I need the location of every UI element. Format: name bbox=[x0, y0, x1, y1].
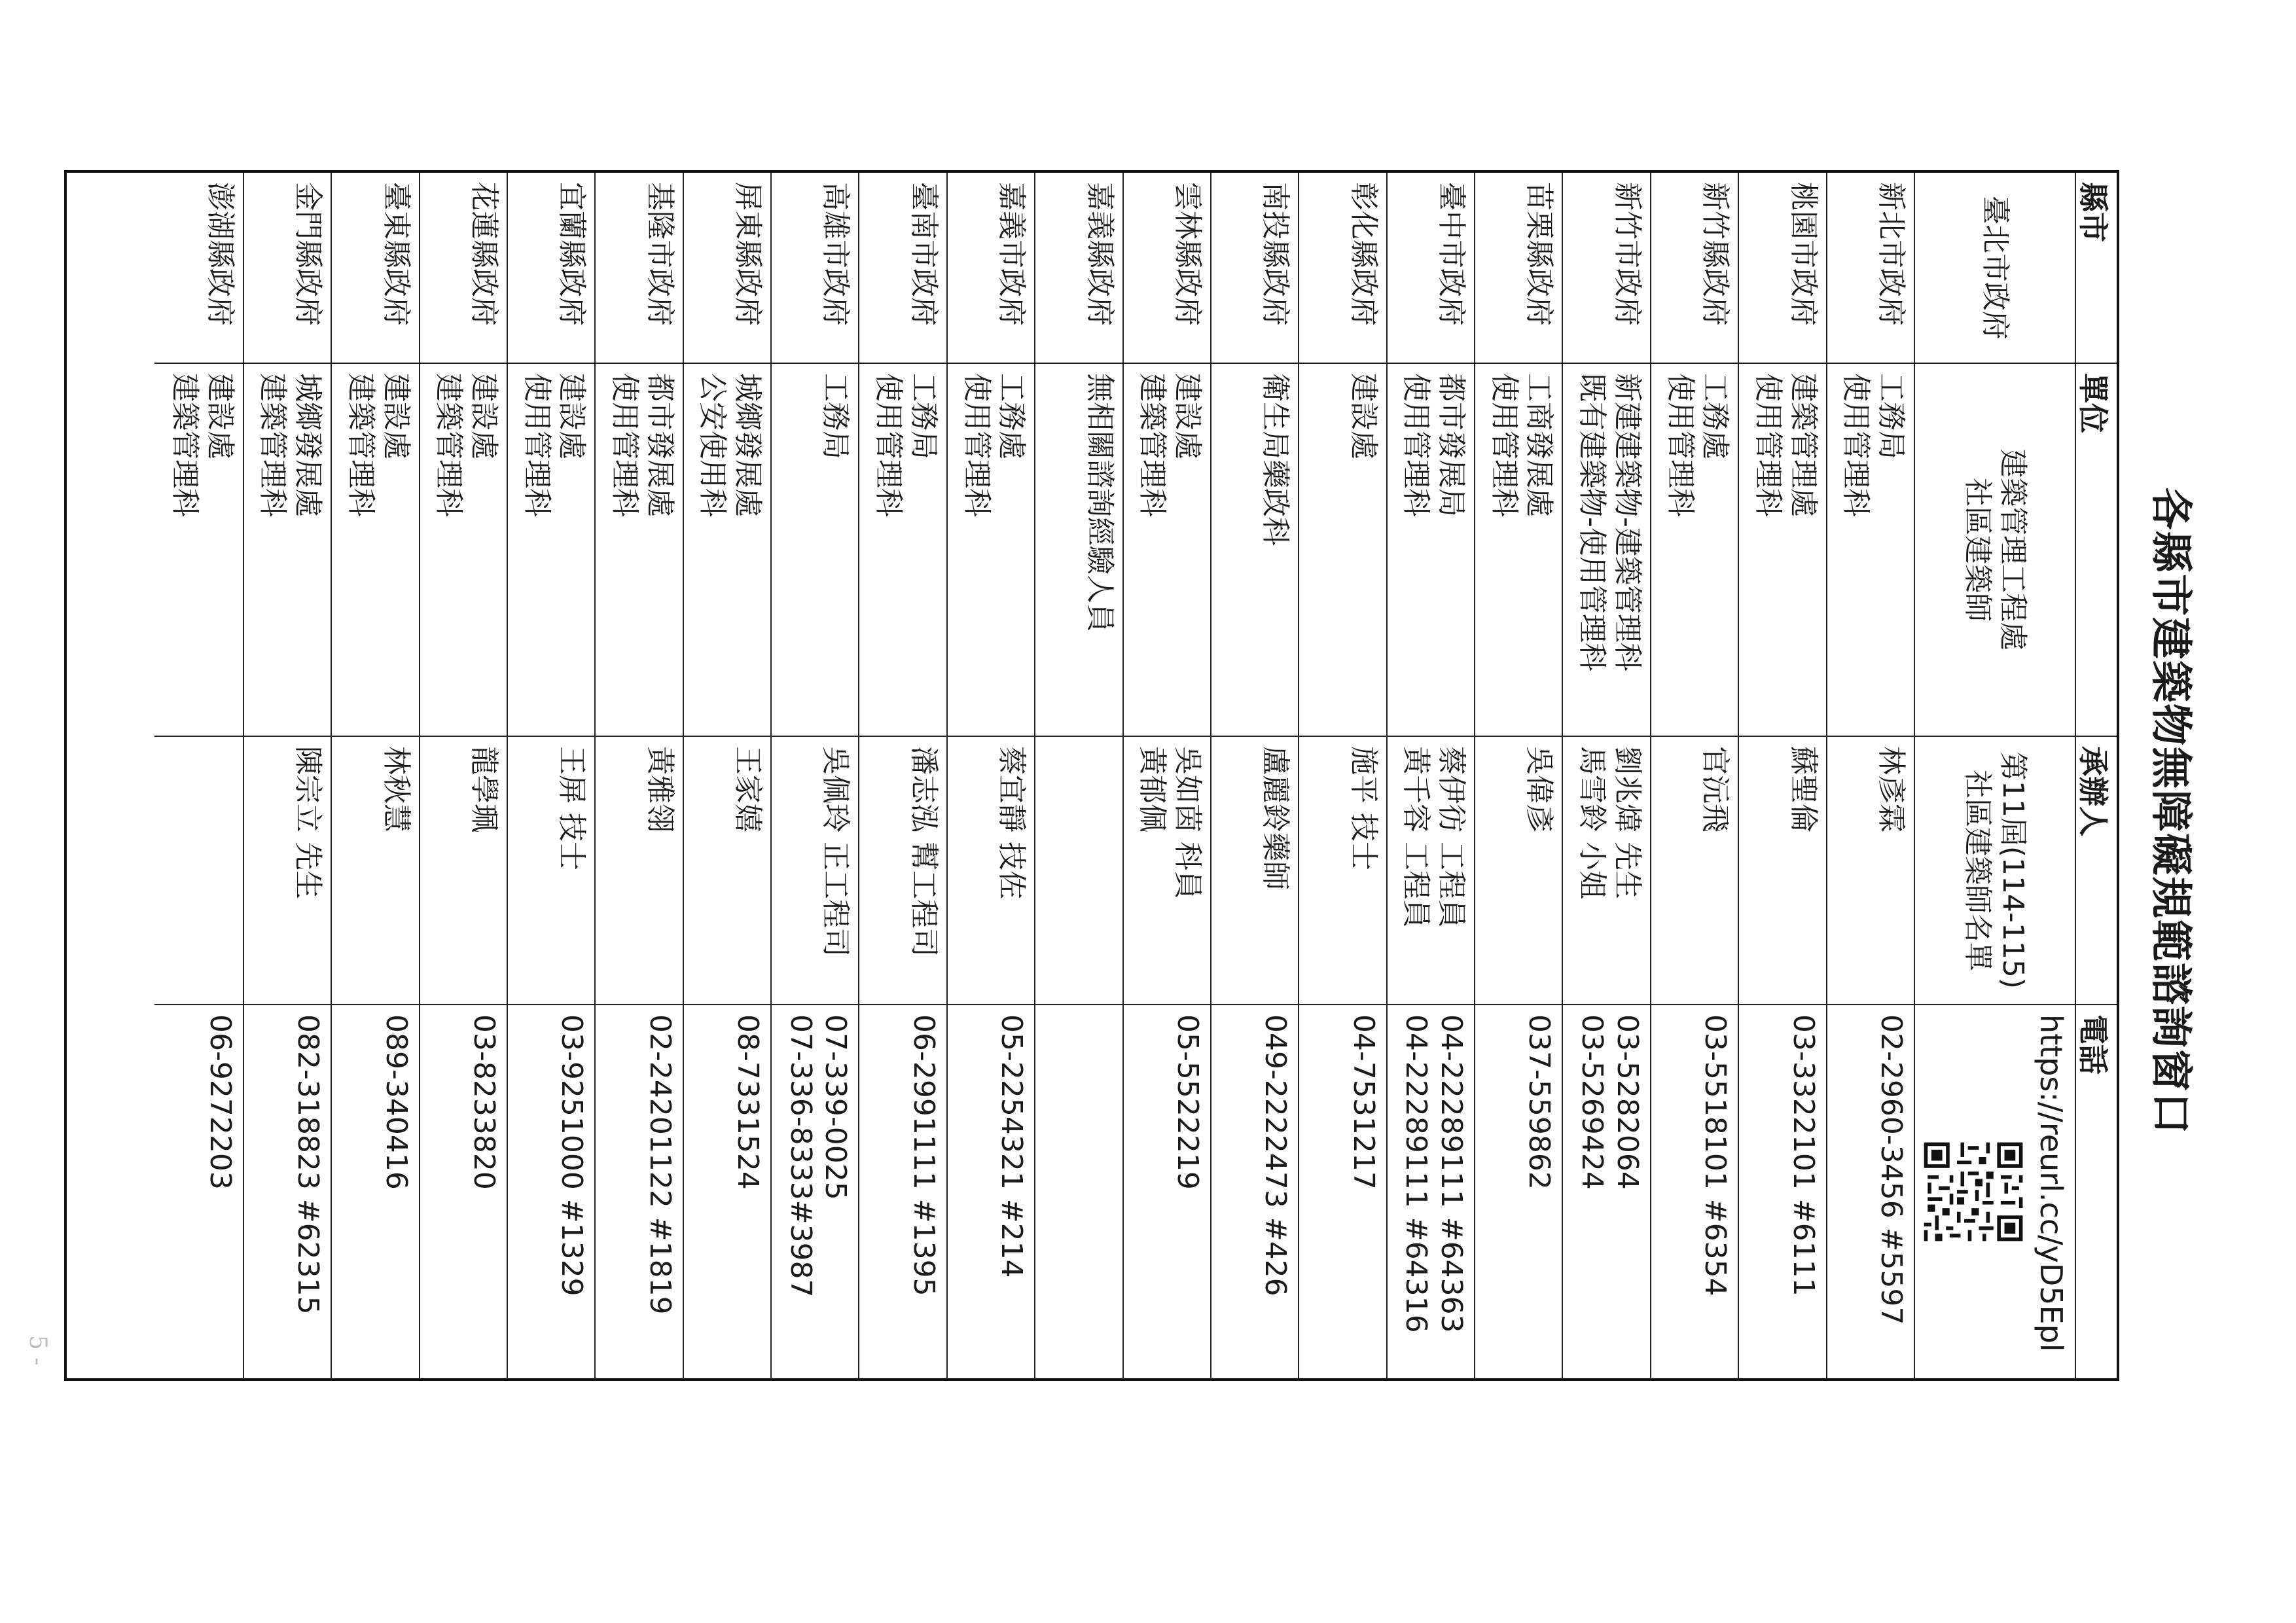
table-cell-contact bbox=[946, 737, 1034, 1005]
table-cell-county bbox=[946, 173, 1034, 364]
county-name: 高雄市政府 bbox=[819, 182, 853, 326]
unit-line: 城鄉發展處 bbox=[291, 373, 325, 517]
county-name: 雲林縣政府 bbox=[1170, 182, 1204, 326]
unit-line: 建設處 bbox=[1170, 373, 1204, 459]
table-cell-county bbox=[1474, 173, 1562, 364]
unit-line: 工商發展處 bbox=[1522, 373, 1556, 517]
table-cell-unit bbox=[594, 364, 682, 737]
table-cell-unit bbox=[331, 364, 418, 737]
county-name: 桃園市政府 bbox=[1786, 182, 1820, 326]
table-cell-contact bbox=[1562, 737, 1649, 1005]
unit-line: 使用管理科 bbox=[608, 373, 641, 517]
unit-line: 建築管理科 bbox=[168, 373, 202, 517]
table-cell-county bbox=[1210, 173, 1298, 364]
table-cell-phone bbox=[770, 1005, 858, 1378]
table-cell-contact bbox=[1914, 737, 2075, 1005]
table-cell-contact bbox=[770, 737, 858, 1005]
table-cell-phone bbox=[1474, 1005, 1562, 1378]
table-cell-unit bbox=[1738, 364, 1825, 737]
contact-line: 馬雪鈴 小姐 bbox=[1575, 746, 1609, 899]
table-cell-contact bbox=[419, 737, 507, 1005]
contact-line: 官沅飛 bbox=[1698, 746, 1732, 832]
contact-line: 盧麗鈴藥師 bbox=[1259, 746, 1293, 890]
scan-mark: 5 - bbox=[24, 1335, 51, 1366]
county-name: 花蓮縣政府 bbox=[467, 182, 501, 326]
unit-line: 工務局 bbox=[1874, 373, 1908, 459]
table-cell-contact bbox=[1826, 737, 1914, 1005]
unit-line: 公安使用科 bbox=[696, 373, 730, 517]
unit-line: 建築管理科 bbox=[256, 373, 290, 517]
table-cell-county bbox=[1650, 173, 1738, 364]
table-cell-county bbox=[331, 173, 418, 364]
table-cell-phone bbox=[1298, 1005, 1386, 1378]
table-cell-unit bbox=[683, 364, 770, 737]
phone-line: 03-5282064 bbox=[1610, 1014, 1644, 1190]
table-cell-unit bbox=[1914, 364, 2075, 737]
county-name: 臺東縣政府 bbox=[379, 182, 413, 326]
table-cell-contact bbox=[1210, 737, 1298, 1005]
table-cell-phone bbox=[1562, 1005, 1649, 1378]
table-cell-county bbox=[770, 173, 858, 364]
table-cell-phone bbox=[154, 1005, 242, 1378]
contact-line: 吳如茵 科員 bbox=[1170, 746, 1204, 899]
table-cell-unit bbox=[1034, 364, 1122, 737]
phone-line: 08-7331524 bbox=[731, 1014, 765, 1190]
table-cell-unit bbox=[419, 364, 507, 737]
table-cell-county bbox=[1914, 173, 2075, 364]
header-contact: 承辦人 bbox=[2075, 737, 2117, 1005]
table-cell-phone bbox=[1914, 1005, 2075, 1378]
table-cell-phone bbox=[946, 1005, 1034, 1378]
unit-line: 建築管理科 bbox=[1136, 373, 1170, 517]
contact-line: 蔡伊彷 工程員 bbox=[1435, 746, 1469, 928]
phone-line: 03-5269424 bbox=[1575, 1014, 1609, 1190]
county-name: 新北市政府 bbox=[1874, 182, 1908, 326]
table-cell-unit bbox=[858, 364, 946, 737]
county-name: 嘉義市政府 bbox=[995, 182, 1029, 326]
county-name: 宜蘭縣政府 bbox=[555, 182, 589, 326]
table-cell-contact bbox=[1386, 737, 1474, 1005]
unit-line: 建設處 bbox=[555, 373, 589, 459]
table-cell-contact bbox=[507, 737, 594, 1005]
table-cell-unit bbox=[770, 364, 858, 737]
county-name: 苗栗縣政府 bbox=[1522, 182, 1556, 326]
contact-line: 蔡宜靜 技佐 bbox=[995, 746, 1029, 899]
unit-line: 使用管理科 bbox=[1751, 373, 1785, 517]
contact-line: 潘志泓 幫工程司 bbox=[906, 746, 941, 957]
unit-line: 都市發展局 bbox=[1435, 373, 1469, 517]
table-cell-phone bbox=[331, 1005, 418, 1378]
header-county: 縣市 bbox=[2075, 173, 2117, 364]
unit-line: 無相關諮詢經驗人員 bbox=[1083, 373, 1117, 632]
table-cell-phone bbox=[419, 1005, 507, 1378]
header-phone: 電話 bbox=[2075, 1005, 2117, 1378]
table-cell-contact bbox=[243, 737, 331, 1005]
table-cell-county bbox=[1386, 173, 1474, 364]
table-cell-unit bbox=[243, 364, 331, 737]
phone-line: 02-2960-3456 #5597 bbox=[1874, 1014, 1908, 1325]
contact-line: 黃郁佩 bbox=[1136, 746, 1170, 832]
header-unit: 單位 bbox=[2075, 364, 2117, 737]
table-cell-unit bbox=[1826, 364, 1914, 737]
table-cell-phone bbox=[507, 1005, 594, 1378]
table-cell-phone bbox=[1650, 1005, 1738, 1378]
table-cell-contact bbox=[1298, 737, 1386, 1005]
unit-line: 工務處 bbox=[995, 373, 1029, 459]
county-name: 屏東縣政府 bbox=[731, 182, 765, 326]
contact-table bbox=[64, 170, 2119, 1381]
phone-line: 05-5522219 bbox=[1170, 1014, 1204, 1190]
phone-line: 03-5518101 #6354 bbox=[1698, 1014, 1732, 1296]
unit-line: 都市發展處 bbox=[643, 373, 677, 517]
county-name: 彰化縣政府 bbox=[1346, 182, 1380, 326]
phone-line: 05-2254321 #214 bbox=[995, 1014, 1029, 1278]
phone-line: 082-318823 #62315 bbox=[291, 1014, 325, 1315]
contact-line: 林彥霖 bbox=[1874, 746, 1908, 832]
phone-line: 07-336-8333#3987 bbox=[783, 1014, 817, 1298]
phone-line: 03-9251000 #1329 bbox=[555, 1014, 589, 1296]
table-cell-contact bbox=[1034, 737, 1122, 1005]
table-cell-contact bbox=[858, 737, 946, 1005]
table-cell-county bbox=[154, 173, 242, 364]
table-cell-phone bbox=[858, 1005, 946, 1378]
contact-line: 黃雅翎 bbox=[643, 746, 677, 832]
unit-line: 使用管理科 bbox=[520, 373, 554, 517]
qr-code-icon bbox=[1920, 1120, 2026, 1264]
page-title: 各縣市建築物無障礙規範諮詢窗口 bbox=[2146, 488, 2195, 1135]
contact-line: 社區建築師名單 bbox=[1961, 770, 1994, 971]
unit-line: 社區建築師 bbox=[1961, 478, 1994, 622]
roster-link[interactable]: https://reurl.cc/yD5Epl bbox=[2034, 1014, 2069, 1352]
phone-line: 04-22289111 #64363 bbox=[1435, 1014, 1469, 1333]
contact-line: 吳佩玲 正工程司 bbox=[819, 746, 853, 957]
contact-line: 陳宗立 先生 bbox=[291, 746, 325, 899]
table-cell-phone bbox=[594, 1005, 682, 1378]
table-cell-contact bbox=[1122, 737, 1210, 1005]
unit-line: 既有建築物-使用管理科 bbox=[1575, 373, 1609, 671]
table-cell-county bbox=[1738, 173, 1825, 364]
unit-line: 建設處 bbox=[379, 373, 413, 459]
table-cell-county bbox=[858, 173, 946, 364]
table-cell-phone bbox=[1034, 1005, 1122, 1378]
unit-line: 使用管理科 bbox=[960, 373, 994, 517]
contact-line: 劉兆煒 先生 bbox=[1610, 746, 1644, 899]
table-cell-county bbox=[1562, 173, 1649, 364]
table-cell-contact bbox=[594, 737, 682, 1005]
table-cell-unit bbox=[1210, 364, 1298, 737]
county-name: 南投縣政府 bbox=[1259, 182, 1293, 326]
phone-line: 06-9272203 bbox=[203, 1014, 237, 1190]
table-cell-unit bbox=[1562, 364, 1649, 737]
table-cell-contact bbox=[1738, 737, 1825, 1005]
table-cell-unit bbox=[946, 364, 1034, 737]
unit-line: 工務局 bbox=[819, 373, 853, 459]
unit-line: 工務處 bbox=[1698, 373, 1732, 459]
table-cell-contact bbox=[1650, 737, 1738, 1005]
phone-line: 03-8233820 bbox=[467, 1014, 501, 1190]
phone-line: 089-340416 bbox=[379, 1014, 413, 1190]
table-cell-unit bbox=[1474, 364, 1562, 737]
unit-line: 建設處 bbox=[203, 373, 237, 459]
table-cell-phone bbox=[1386, 1005, 1474, 1378]
unit-line: 建築管理科 bbox=[344, 373, 378, 517]
table-cell-county bbox=[243, 173, 331, 364]
unit-line: 使用管理科 bbox=[1487, 373, 1521, 517]
county-name: 基隆市政府 bbox=[643, 182, 677, 326]
contact-line: 黃千容 工程員 bbox=[1399, 746, 1433, 928]
table-cell-county bbox=[507, 173, 594, 364]
unit-line: 新建建築物-建築管理科 bbox=[1610, 373, 1644, 671]
phone-line: 03-3322101 #6111 bbox=[1786, 1014, 1820, 1296]
unit-line: 建設處 bbox=[1346, 373, 1380, 459]
contact-line: 第11屆(114-115) bbox=[1996, 751, 2030, 990]
phone-line: 037-559862 bbox=[1522, 1014, 1556, 1190]
phone-line: 04-7531217 bbox=[1346, 1014, 1380, 1190]
contact-line: 施平 技士 bbox=[1346, 746, 1380, 870]
unit-line: 城鄉發展處 bbox=[731, 373, 765, 517]
table-cell-phone bbox=[1210, 1005, 1298, 1378]
unit-line: 使用管理科 bbox=[872, 373, 906, 517]
table-cell-phone bbox=[1826, 1005, 1914, 1378]
table-cell-county bbox=[683, 173, 770, 364]
contact-line: 林秋慧 bbox=[379, 746, 413, 832]
contact-line: 王屏 技士 bbox=[555, 746, 589, 870]
table-cell-county bbox=[419, 173, 507, 364]
unit-line: 建築管理處 bbox=[1786, 373, 1820, 517]
table-cell-county bbox=[1298, 173, 1386, 364]
county-name: 臺北市政府 bbox=[1978, 196, 2012, 340]
contact-line: 龍學珮 bbox=[467, 746, 501, 832]
table-cell-contact bbox=[154, 737, 242, 1005]
table-cell-county bbox=[594, 173, 682, 364]
contact-line: 吳偉彥 bbox=[1522, 746, 1556, 832]
table-cell-county bbox=[1034, 173, 1122, 364]
county-name: 新竹市政府 bbox=[1610, 182, 1644, 326]
table-cell-phone bbox=[683, 1005, 770, 1378]
table-cell-county bbox=[1122, 173, 1210, 364]
table-cell-unit bbox=[507, 364, 594, 737]
table-cell-phone bbox=[1738, 1005, 1825, 1378]
table-cell-unit bbox=[1386, 364, 1474, 737]
unit-line: 使用管理科 bbox=[1839, 373, 1873, 517]
contact-line: 王家嬉 bbox=[731, 746, 765, 832]
table-cell-unit bbox=[1650, 364, 1738, 737]
unit-line: 建設處 bbox=[467, 373, 501, 459]
contact-line: 蘇聖倫 bbox=[1786, 746, 1820, 832]
unit-line: 使用管理科 bbox=[1663, 373, 1697, 517]
table-cell-unit bbox=[1122, 364, 1210, 737]
table-cell-contact bbox=[683, 737, 770, 1005]
table-cell-contact bbox=[331, 737, 418, 1005]
county-name: 金門縣政府 bbox=[291, 182, 325, 326]
county-name: 澎湖縣政府 bbox=[203, 182, 237, 326]
table-cell-phone bbox=[243, 1005, 331, 1378]
county-name: 嘉義縣政府 bbox=[1083, 182, 1117, 326]
unit-line: 建築管理工程處 bbox=[1996, 449, 2030, 651]
unit-line: 衛生局藥政科 bbox=[1259, 373, 1293, 546]
table-cell-phone bbox=[1122, 1005, 1210, 1378]
county-name: 新竹縣政府 bbox=[1698, 182, 1732, 326]
county-name: 臺南市政府 bbox=[906, 182, 941, 326]
unit-line: 工務局 bbox=[906, 373, 941, 459]
unit-line: 建築管理科 bbox=[432, 373, 466, 517]
unit-line: 使用管理科 bbox=[1399, 373, 1433, 517]
table-cell-unit bbox=[154, 364, 242, 737]
county-name: 臺中市政府 bbox=[1435, 182, 1469, 326]
phone-line: 06-2991111 #1395 bbox=[906, 1014, 941, 1296]
table-cell-unit bbox=[1298, 364, 1386, 737]
phone-line: 049-2222473 #426 bbox=[1259, 1014, 1293, 1296]
table-cell-contact bbox=[1474, 737, 1562, 1005]
phone-line: 04-22289111 #64316 bbox=[1399, 1014, 1433, 1333]
phone-line: 02-24201122 #1819 bbox=[643, 1014, 677, 1315]
table-cell-county bbox=[1826, 173, 1914, 364]
phone-line: 07-339-0025 bbox=[819, 1014, 853, 1200]
